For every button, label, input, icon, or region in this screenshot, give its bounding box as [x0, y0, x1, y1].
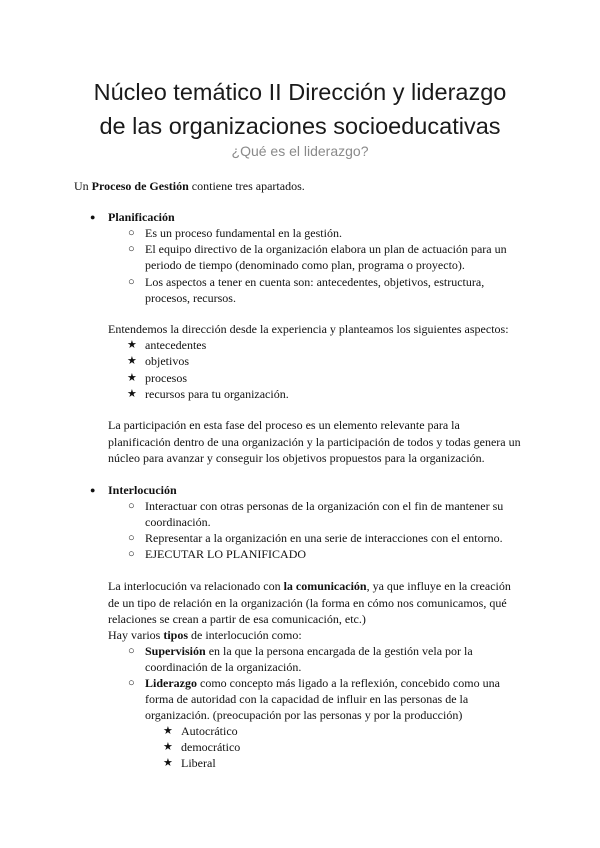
supervision-line-2: coordinación de la organización. [145, 660, 302, 674]
star-marker: ★ [127, 372, 137, 384]
circle-marker: ○ [128, 532, 135, 544]
direccion-item: recursos para tu organización. [145, 387, 289, 401]
interlocucion-item-1: Interactuar con otras personas de la organización con el fin de mantener su [145, 499, 504, 513]
interlocucion-item-2: Representar a la organización en una serie de interacciones con el entorno. [145, 531, 503, 545]
direccion-item: procesos [145, 371, 187, 385]
interlocucion-item-3: EJECUTAR LO PLANIFICADO [145, 547, 307, 561]
planificacion-item-2: El equipo directivo de la organización elabora un plan de actuación para un [145, 242, 507, 256]
star-marker: ★ [163, 725, 173, 737]
intro-post: contiene tres apartados. [188, 179, 305, 193]
supervision-line-1: Supervisión en la que la persona encargada de la gestión vela por la [145, 644, 473, 658]
intro-paragraph [74, 178, 305, 194]
title-line-1: Núcleo temático II Dirección y liderazgo [93, 79, 507, 105]
circle-marker: ○ [128, 548, 135, 560]
circle-marker: ○ [128, 227, 135, 239]
star-marker: ★ [127, 388, 137, 400]
planificacion-item-3-cont: procesos, recursos. [145, 291, 236, 305]
participacion-line-1: La participación en esta fase del proceso es un elemento relevante para la [108, 418, 460, 432]
interlocucion-heading: Interlocución [108, 483, 177, 497]
star-marker: ★ [127, 355, 137, 367]
comunicacion-line-1: La interlocución va relacionado con la comunicación, ya que influye en la creación [108, 579, 511, 593]
star-marker: ★ [127, 339, 137, 351]
estilo-item: Liberal [181, 756, 216, 770]
star-marker: ★ [163, 741, 173, 753]
circle-marker: ○ [128, 677, 135, 689]
circle-marker: ○ [128, 276, 135, 288]
bullet-marker: ● [90, 485, 96, 495]
estilo-item: democrático [181, 740, 241, 754]
liderazgo-line-3: organización. (preocupación por las personas y por la producción) [145, 708, 463, 722]
liderazgo-line-1: Liderazgo como concepto más ligado a la reflexión, concebido como una [145, 676, 500, 690]
circle-marker: ○ [128, 243, 135, 255]
participacion-line-3: núcleo para avanzar y conseguir los objetivos propuestos para la organización. [108, 451, 485, 465]
title-line-2: de las organizaciones socioeducativas [99, 113, 501, 139]
liderazgo-line-2: forma de autoridad con la capacidad de influir en las personas de la [145, 692, 469, 706]
estilo-item: Autocrático [181, 724, 238, 738]
comunicacion-line-4: Hay varios tipos de interlocución como: [108, 628, 302, 642]
subtitle: ¿Qué es el liderazgo? [231, 143, 369, 159]
circle-marker: ○ [128, 645, 135, 657]
planificacion-item-3: Los aspectos a tener en cuenta son: antecedentes, objetivos, estructura, [145, 275, 485, 289]
interlocucion-item-1-cont: coordinación. [145, 515, 211, 529]
bullet-marker: ● [90, 212, 96, 222]
comunicacion-line-3: relaciones se crean a partir de esa comunicación, etc.) [108, 612, 366, 626]
direccion-intro: Entendemos la dirección desde la experiencia y planteamos los siguientes aspectos: [108, 322, 509, 336]
planificacion-item-2-cont: periodo de tiempo (denominado como plan, programa o proyecto). [145, 258, 465, 272]
comunicacion-line-2: de un tipo de relación en la organización (la forma en cómo nos comunicamos, qué [108, 596, 507, 610]
circle-marker: ○ [128, 500, 135, 512]
star-marker: ★ [163, 757, 173, 769]
planificacion-heading: Planificación [108, 210, 175, 224]
participacion-line-2: planificación dentro de una organización y la participación de todos y todas genera un [108, 435, 521, 449]
direccion-item: objetivos [145, 354, 189, 368]
direccion-item: antecedentes [145, 338, 207, 352]
planificacion-item-1: Es un proceso fundamental en la gestión. [145, 226, 342, 240]
intro-pre: Un [74, 179, 92, 193]
intro-bold: Proceso de Gestión [91, 179, 189, 193]
